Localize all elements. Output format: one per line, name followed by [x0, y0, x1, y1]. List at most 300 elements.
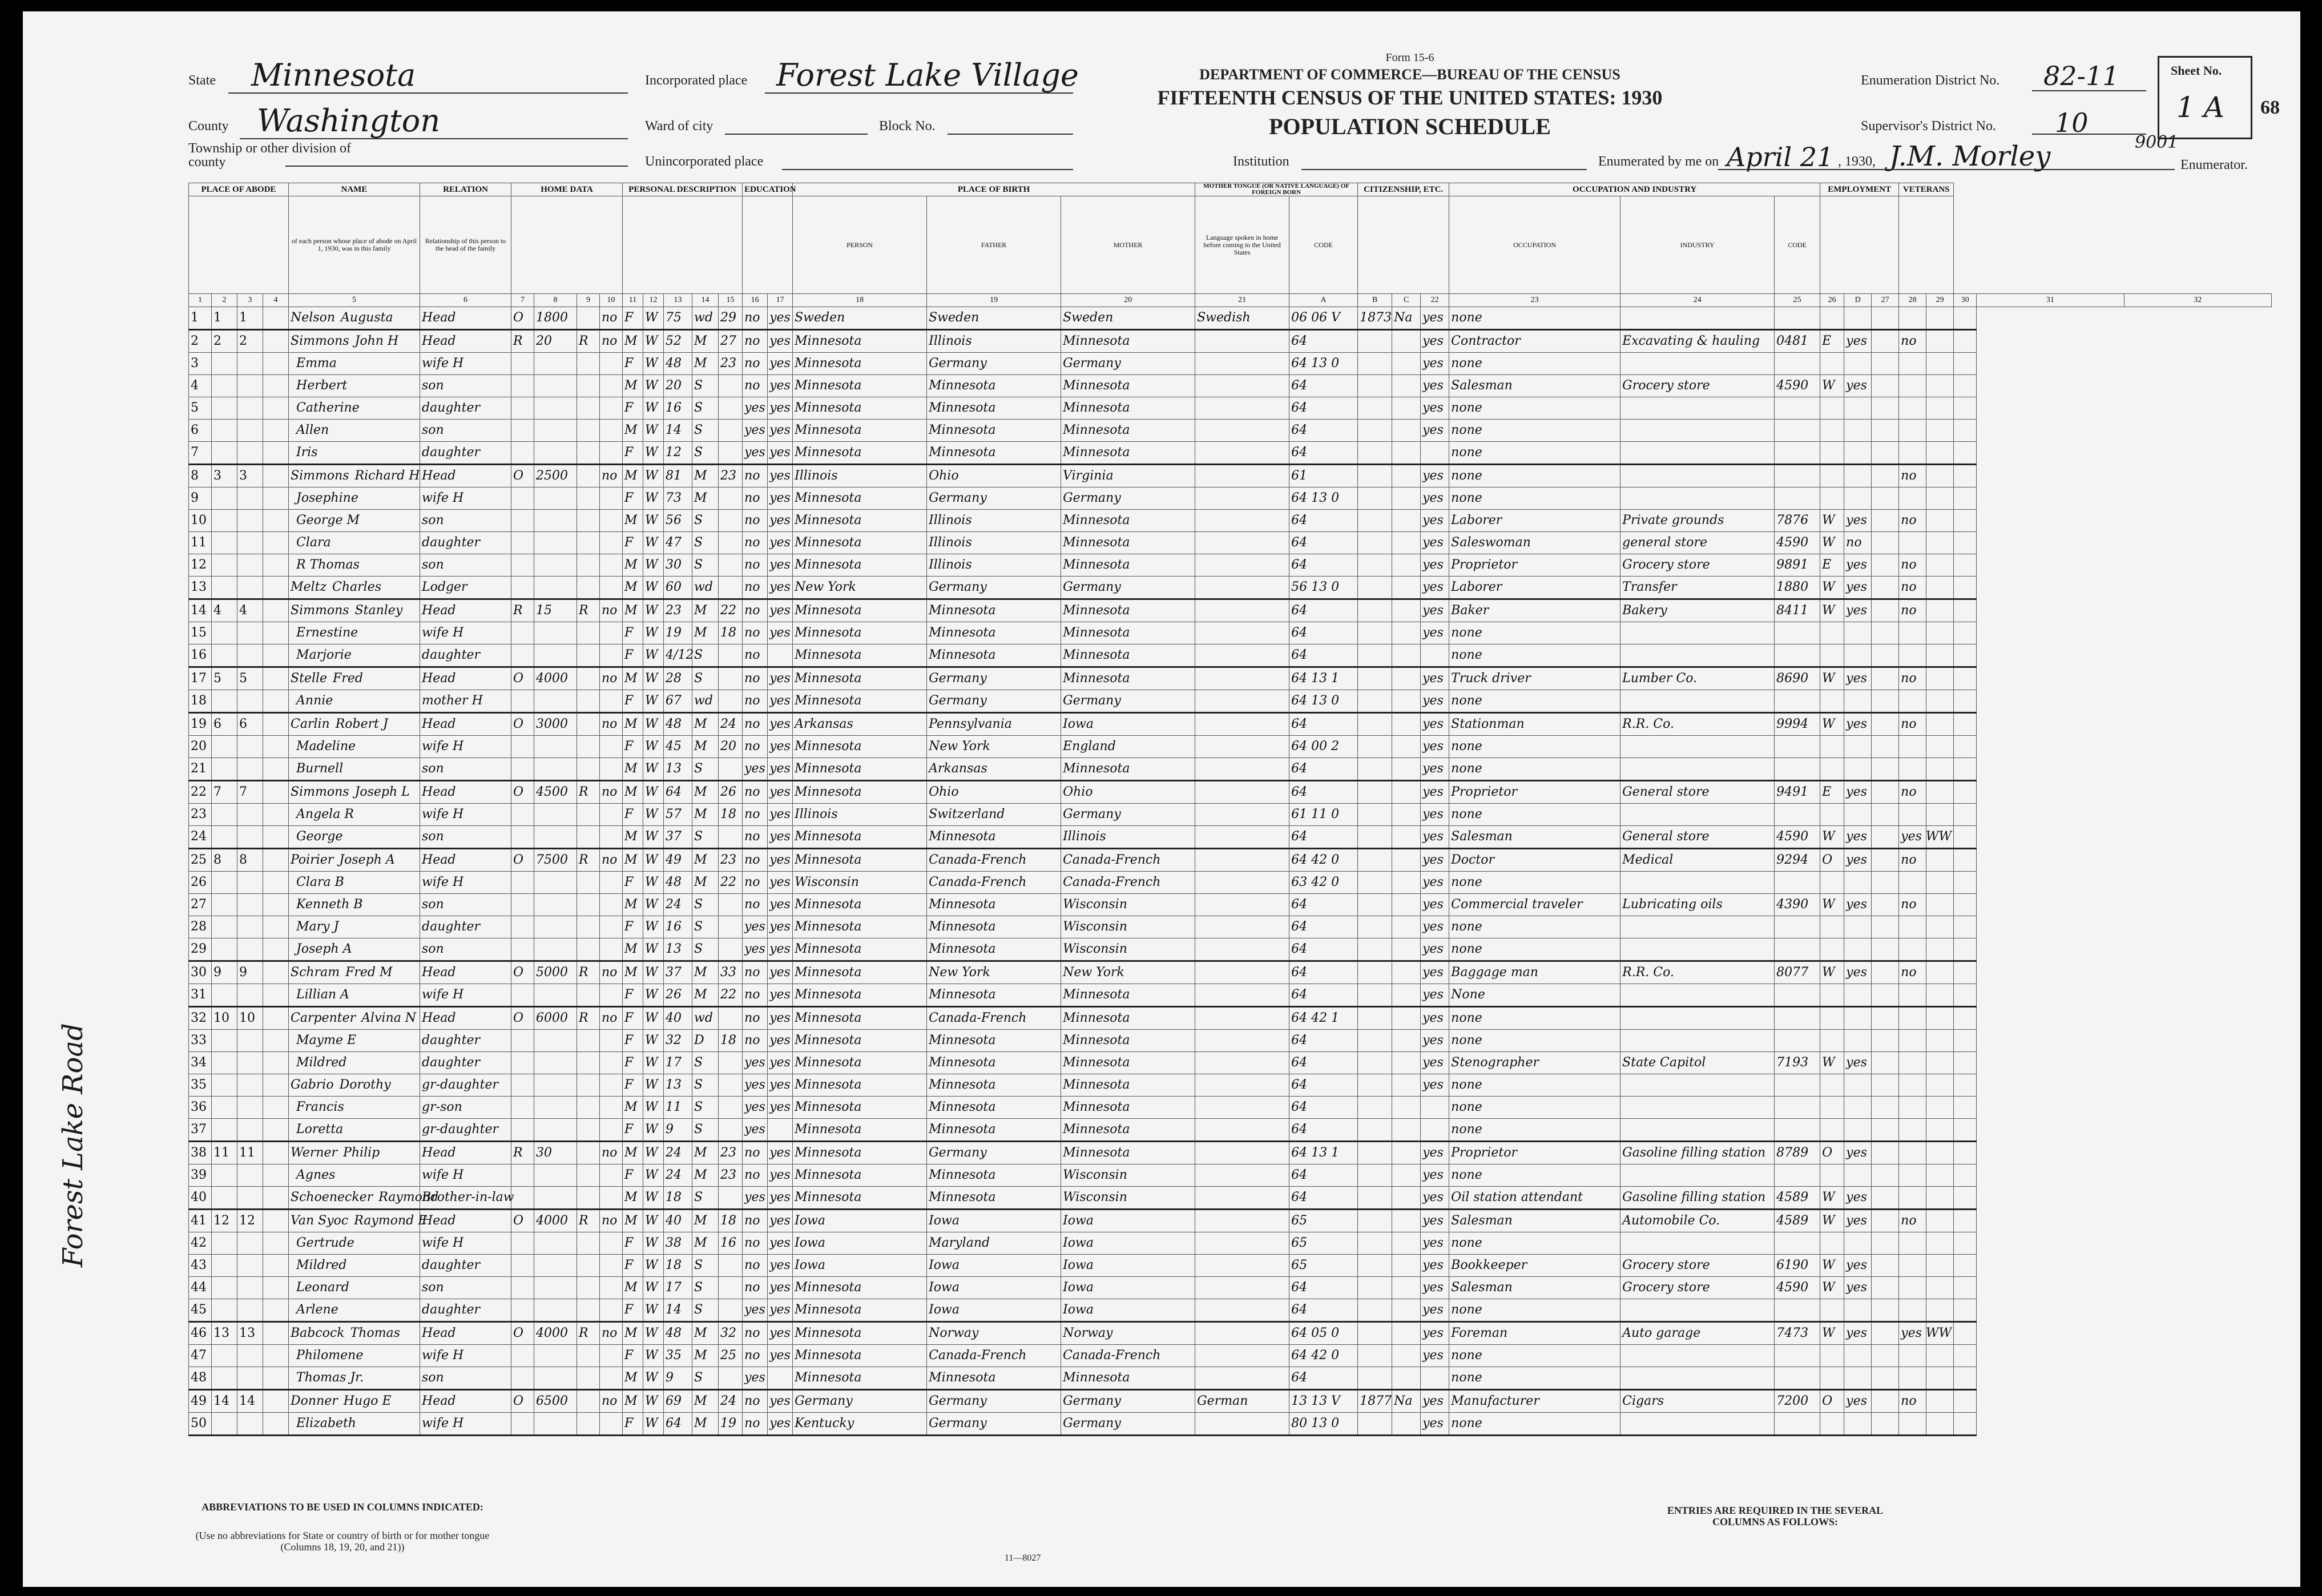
- census-row: [189, 872, 2272, 894]
- cell-eng: [1421, 1097, 1449, 1119]
- cell-blank: [1954, 1413, 1977, 1436]
- cell-nat: [1392, 1255, 1421, 1277]
- cell-blank: [1954, 804, 1977, 826]
- cell-cls: W: [1820, 1210, 1844, 1232]
- cell-mar: D: [692, 1030, 719, 1052]
- cell-ocode: [1775, 353, 1820, 375]
- cell-blank: [1926, 1052, 1954, 1074]
- cell-blank: [263, 1030, 289, 1052]
- cell-mpob: Minnesota: [1061, 554, 1195, 577]
- cell-blank: [1954, 894, 1977, 916]
- surname: Donner: [291, 1394, 338, 1408]
- cell-val: [534, 736, 577, 758]
- cell-imm: [1358, 554, 1392, 577]
- cell-nat: [1392, 1007, 1421, 1030]
- surname: Carlin: [291, 717, 330, 731]
- cell-own: R: [511, 599, 534, 622]
- cell-cls: [1820, 442, 1844, 465]
- census-row: [189, 1097, 2272, 1119]
- cell-read: [768, 1367, 793, 1390]
- column-number: 17: [768, 294, 793, 307]
- cell-code: 64: [1289, 599, 1358, 622]
- cell-agem: 23: [719, 465, 743, 487]
- cell-occ: none: [1449, 397, 1620, 420]
- person-name: [289, 307, 420, 330]
- cell-farm: no: [600, 1142, 623, 1164]
- cell-eng: yes: [1421, 961, 1449, 984]
- cell-blank: [1954, 1142, 1977, 1164]
- cell-radio: [577, 1030, 600, 1052]
- cell-farm: [600, 758, 623, 781]
- cell-eng: yes: [1421, 781, 1449, 804]
- cell-nat: [1392, 758, 1421, 781]
- cell-dw: [212, 1187, 237, 1210]
- cell-mar: M: [692, 1210, 719, 1232]
- cell-vet: [1899, 916, 1926, 938]
- cell-imm: [1358, 375, 1392, 397]
- cell-blank: [1872, 1030, 1899, 1052]
- group-citizenship: CITIZENSHIP, ETC.: [1358, 183, 1449, 196]
- cell-pob: Minnesota: [793, 599, 927, 622]
- cell-radio: [577, 736, 600, 758]
- cell-agem: [719, 1119, 743, 1142]
- cell-age: 20: [664, 375, 692, 397]
- cell-read: yes: [768, 465, 793, 487]
- cell-blank: [1954, 554, 1977, 577]
- cell-sex: M: [623, 961, 643, 984]
- cell-rel: Head: [420, 599, 511, 622]
- cell-vet: [1899, 375, 1926, 397]
- cell-blank: [1872, 872, 1899, 894]
- person-name: [289, 826, 420, 849]
- cell-imm: [1358, 1074, 1392, 1097]
- cell-vet: [1899, 397, 1926, 420]
- cell-sex: F: [623, 736, 643, 758]
- cell-radio: [577, 397, 600, 420]
- cell-blank: [1954, 622, 1977, 644]
- cell-blank: [1926, 577, 1954, 599]
- column-number: 23: [1449, 294, 1620, 307]
- cell-race: W: [643, 532, 664, 554]
- cell-blank: [263, 622, 289, 644]
- cell-vet: no: [1899, 465, 1926, 487]
- cell-mar: M: [692, 1142, 719, 1164]
- surname: Nelson: [291, 311, 336, 325]
- cell-read: yes: [768, 1413, 793, 1436]
- cell-code: 64: [1289, 397, 1358, 420]
- cell-own: [511, 420, 534, 442]
- cell-ocode: 4590: [1775, 1277, 1820, 1299]
- cell-agem: 18: [719, 804, 743, 826]
- cell-val: [534, 1187, 577, 1210]
- cell-mpob: Ohio: [1061, 781, 1195, 804]
- cell-ind: Transfer: [1620, 577, 1775, 599]
- cell-sch: no: [743, 849, 768, 872]
- cell-mpob: Iowa: [1061, 1210, 1195, 1232]
- incorporated-value: Forest Lake Village: [776, 57, 1079, 93]
- column-number: 13: [664, 294, 692, 307]
- cell-ind: Grocery store: [1620, 1255, 1775, 1277]
- cell-pob: Minnesota: [793, 1142, 927, 1164]
- cell-pob: Minnesota: [793, 442, 927, 465]
- cell-ln: 33: [189, 1030, 212, 1052]
- cell-race: W: [643, 1142, 664, 1164]
- given-name: Allen: [296, 423, 329, 437]
- cell-cls: O: [1820, 1390, 1844, 1413]
- cell-eng: yes: [1421, 330, 1449, 353]
- person-name: [289, 1074, 420, 1097]
- cell-fpob: Minnesota: [927, 1187, 1061, 1210]
- cell-read: yes: [768, 984, 793, 1007]
- cell-own: [511, 510, 534, 532]
- cell-ocode: 6190: [1775, 1255, 1820, 1277]
- cell-own: [511, 1232, 534, 1255]
- cell-radio: [577, 1390, 600, 1413]
- cell-vet: [1899, 1232, 1926, 1255]
- cell-blank: [263, 1277, 289, 1299]
- ed-value: 82-11: [2043, 61, 2119, 91]
- cell-fpob: Minnesota: [927, 599, 1061, 622]
- cell-cls: [1820, 353, 1844, 375]
- cell-pob: Minnesota: [793, 1345, 927, 1367]
- cell-farm: [600, 1074, 623, 1097]
- cell-blank: [263, 1255, 289, 1277]
- cell-sex: M: [623, 667, 643, 690]
- cell-radio: R: [577, 849, 600, 872]
- cell-ind: [1620, 1367, 1775, 1390]
- cell-tongue: [1195, 510, 1289, 532]
- census-row: [189, 1413, 2272, 1436]
- cell-farm: no: [600, 1210, 623, 1232]
- cell-emp: [1844, 1345, 1872, 1367]
- cell-emp: [1844, 690, 1872, 713]
- cell-blank: [1954, 1255, 1977, 1277]
- cell-farm: [600, 353, 623, 375]
- cell-val: 2500: [534, 465, 577, 487]
- cell-own: R: [511, 1142, 534, 1164]
- cell-eng: yes: [1421, 487, 1449, 510]
- cell-occ: none: [1449, 420, 1620, 442]
- cell-ln: 31: [189, 984, 212, 1007]
- cell-race: W: [643, 622, 664, 644]
- cell-sch: no: [743, 1345, 768, 1367]
- cell-farm: [600, 622, 623, 644]
- cell-radio: [577, 690, 600, 713]
- cell-occ: none: [1449, 1119, 1620, 1142]
- cell-vet: [1899, 1097, 1926, 1119]
- cell-nat: [1392, 713, 1421, 736]
- cell-mpob: New York: [1061, 961, 1195, 984]
- cell-mpob: Sweden: [1061, 307, 1195, 330]
- cell-blank: [1954, 1299, 1977, 1322]
- cell-agem: [719, 397, 743, 420]
- cell-occ: Commercial traveler: [1449, 894, 1620, 916]
- cell-farm: no: [600, 1322, 623, 1345]
- cell-blank: [1954, 736, 1977, 758]
- cell-own: [511, 1052, 534, 1074]
- cell-blank: [1954, 375, 1977, 397]
- cell-pob: Minnesota: [793, 1052, 927, 1074]
- cell-emp: [1844, 1074, 1872, 1097]
- cell-agem: 29: [719, 307, 743, 330]
- cell-vet: [1899, 1007, 1926, 1030]
- cell-blank: [263, 667, 289, 690]
- person-name: [289, 577, 420, 599]
- cell-ind: Grocery store: [1620, 554, 1775, 577]
- cell-mar: M: [692, 713, 719, 736]
- cell-fpob: Minnesota: [927, 1030, 1061, 1052]
- cell-sex: F: [623, 804, 643, 826]
- column-number: 5: [289, 294, 420, 307]
- person-name: [289, 1187, 439, 1210]
- cell-sch: no: [743, 1007, 768, 1030]
- cell-blank: [1872, 1345, 1899, 1367]
- census-title: FIFTEENTH CENSUS OF THE UNITED STATES: 1930: [1157, 86, 1663, 109]
- cell-agem: 18: [719, 622, 743, 644]
- cell-race: W: [643, 397, 664, 420]
- sheet-value: 1 A: [2176, 91, 2224, 124]
- cell-code: 64 05 0: [1289, 1322, 1358, 1345]
- cell-mpob: Minnesota: [1061, 1030, 1195, 1052]
- cell-ln: 3: [189, 353, 212, 375]
- cell-sex: F: [623, 1052, 643, 1074]
- given-name: Joseph A: [339, 853, 395, 867]
- census-row: [189, 420, 2272, 442]
- cell-blank: [1926, 690, 1954, 713]
- given-name: George: [296, 829, 343, 844]
- cell-vet: no: [1899, 1210, 1926, 1232]
- cell-farm: [600, 1052, 623, 1074]
- cell-rel: gr-son: [420, 1097, 511, 1119]
- given-name: Madeline: [296, 739, 356, 753]
- cell-cls: W: [1820, 1277, 1844, 1299]
- cell-tongue: [1195, 554, 1289, 577]
- cell-sch: no: [743, 375, 768, 397]
- person-name: [289, 690, 420, 713]
- cell-ln: 42: [189, 1232, 212, 1255]
- person-name: [289, 1164, 420, 1187]
- census-row: [189, 984, 2272, 1007]
- cell-vet: no: [1899, 1390, 1926, 1413]
- cell-occ: Proprietor: [1449, 554, 1620, 577]
- cell-blank: [1872, 849, 1899, 872]
- cell-blank: [263, 1074, 289, 1097]
- cell-fam: [237, 1164, 263, 1187]
- cell-age: 73: [664, 487, 692, 510]
- cell-code: 64: [1289, 916, 1358, 938]
- cell-fam: [237, 442, 263, 465]
- cell-cls: E: [1820, 554, 1844, 577]
- cell-dw: 12: [212, 1210, 237, 1232]
- cell-fam: 4: [237, 599, 263, 622]
- cell-pob: Kentucky: [793, 1413, 927, 1436]
- cell-mpob: Iowa: [1061, 1255, 1195, 1277]
- given-name: Kenneth B: [296, 897, 363, 912]
- cell-blank: [1954, 465, 1977, 487]
- cell-rel: Head: [420, 307, 511, 330]
- cell-fpob: Minnesota: [927, 1097, 1061, 1119]
- census-row: [189, 713, 2272, 736]
- cell-eng: yes: [1421, 420, 1449, 442]
- cell-blank: [1872, 577, 1899, 599]
- cell-vet: no: [1899, 599, 1926, 622]
- cell-blank: [1954, 1322, 1977, 1345]
- cell-occ: none: [1449, 758, 1620, 781]
- cell-emp: [1844, 397, 1872, 420]
- cell-rel: Head: [420, 1390, 511, 1413]
- person-name: [289, 1413, 420, 1436]
- cell-mpob: Minnesota: [1061, 1097, 1195, 1119]
- cell-fam: [237, 510, 263, 532]
- cell-fam: [237, 397, 263, 420]
- cell-imm: [1358, 713, 1392, 736]
- cell-ocode: 8789: [1775, 1142, 1820, 1164]
- cell-vet: [1899, 307, 1926, 330]
- cell-eng: yes: [1421, 1030, 1449, 1052]
- cell-emp: yes: [1844, 375, 1872, 397]
- cell-blank: [1872, 420, 1899, 442]
- cell-blank: [1954, 532, 1977, 554]
- census-row: [189, 307, 2272, 330]
- cell-dw: [212, 1299, 237, 1322]
- given-name: Clara: [296, 535, 331, 550]
- cell-sex: F: [623, 872, 643, 894]
- cell-sex: M: [623, 375, 643, 397]
- cell-tongue: [1195, 1255, 1289, 1277]
- cell-read: yes: [768, 487, 793, 510]
- cell-ind: Lumber Co.: [1620, 667, 1775, 690]
- column-number: 31: [1977, 294, 2124, 307]
- margin-note: Forest Lake Road: [57, 1023, 89, 1267]
- surname: Schoenecker: [291, 1190, 373, 1204]
- cell-agem: [719, 487, 743, 510]
- cell-agem: [719, 916, 743, 938]
- cell-own: [511, 622, 534, 644]
- cell-mpob: Minnesota: [1061, 984, 1195, 1007]
- cell-farm: [600, 442, 623, 465]
- cell-sch: no: [743, 510, 768, 532]
- page-number: 68: [2260, 97, 2280, 118]
- cell-blank: [1872, 1390, 1899, 1413]
- cell-ind: [1620, 938, 1775, 961]
- cell-blank: [263, 894, 289, 916]
- cell-own: [511, 577, 534, 599]
- cell-tongue: [1195, 487, 1289, 510]
- cell-dw: [212, 1097, 237, 1119]
- cell-cls: W: [1820, 1052, 1844, 1074]
- given-name: Gertrude: [296, 1236, 354, 1250]
- cell-tongue: [1195, 1277, 1289, 1299]
- cell-mar: M: [692, 487, 719, 510]
- cell-emp: [1844, 1299, 1872, 1322]
- cell-occ: none: [1449, 644, 1620, 667]
- cell-fam: 12: [237, 1210, 263, 1232]
- cell-radio: R: [577, 1210, 600, 1232]
- cell-mpob: Germany: [1061, 690, 1195, 713]
- cell-code: 65: [1289, 1255, 1358, 1277]
- cell-ocode: 4590: [1775, 532, 1820, 554]
- cell-ocode: [1775, 1030, 1820, 1052]
- cell-nat: [1392, 420, 1421, 442]
- cell-nat: [1392, 849, 1421, 872]
- cell-sch: yes: [743, 442, 768, 465]
- cell-code: 64: [1289, 330, 1358, 353]
- given-name: Raymond: [378, 1190, 439, 1204]
- cell-fpob: Maryland: [927, 1232, 1061, 1255]
- cell-sch: no: [743, 465, 768, 487]
- cell-race: W: [643, 1367, 664, 1390]
- cell-fpob: Switzerland: [927, 804, 1061, 826]
- cell-fam: [237, 1367, 263, 1390]
- cell-vet: no: [1899, 849, 1926, 872]
- cell-blank: [263, 1187, 289, 1210]
- cell-ind: [1620, 1413, 1775, 1436]
- cell-blank: [1926, 1007, 1954, 1030]
- cell-mpob: Germany: [1061, 487, 1195, 510]
- cell-occ: none: [1449, 1164, 1620, 1187]
- cell-vet: [1899, 644, 1926, 667]
- given-name: Thomas: [350, 1326, 400, 1340]
- cell-blank: [263, 532, 289, 554]
- cell-ocode: [1775, 1367, 1820, 1390]
- cell-blank: [1872, 1119, 1899, 1142]
- cell-fam: [237, 532, 263, 554]
- cell-race: W: [643, 487, 664, 510]
- cell-cls: [1820, 1232, 1844, 1255]
- cell-blank: [263, 781, 289, 804]
- cell-cls: [1820, 736, 1844, 758]
- cell-eng: [1421, 442, 1449, 465]
- cell-radio: [577, 667, 600, 690]
- cell-race: W: [643, 1052, 664, 1074]
- column-number: 9: [577, 294, 600, 307]
- cell-tongue: [1195, 667, 1289, 690]
- cell-val: [534, 442, 577, 465]
- surname: Gabrio: [291, 1078, 334, 1092]
- cell-age: 38: [664, 1232, 692, 1255]
- cell-rel: Head: [420, 1210, 511, 1232]
- cell-blank: [263, 1052, 289, 1074]
- cell-blank: [263, 1390, 289, 1413]
- cell-pob: Minnesota: [793, 1277, 927, 1299]
- cell-ind: [1620, 1097, 1775, 1119]
- cell-ln: 29: [189, 938, 212, 961]
- cell-vet: [1899, 758, 1926, 781]
- cell-fpob: Germany: [927, 667, 1061, 690]
- cell-eng: yes: [1421, 622, 1449, 644]
- cell-emp: [1844, 442, 1872, 465]
- cell-agem: [719, 420, 743, 442]
- cell-vet: yes WW: [1899, 826, 1926, 849]
- cell-farm: [600, 1119, 623, 1142]
- cell-fpob: Minnesota: [927, 375, 1061, 397]
- cell-read: yes: [768, 1299, 793, 1322]
- cell-nat: [1392, 736, 1421, 758]
- cell-blank: [263, 1413, 289, 1436]
- cell-blank: [1872, 984, 1899, 1007]
- cell-own: O: [511, 465, 534, 487]
- cell-code: 64: [1289, 510, 1358, 532]
- cell-fpob: New York: [927, 736, 1061, 758]
- cell-age: 14: [664, 420, 692, 442]
- cell-blank: [263, 1142, 289, 1164]
- cell-val: [534, 1097, 577, 1119]
- cell-tongue: [1195, 804, 1289, 826]
- cell-own: [511, 736, 534, 758]
- cell-read: yes: [768, 599, 793, 622]
- cell-fam: [237, 1030, 263, 1052]
- cell-mar: S: [692, 644, 719, 667]
